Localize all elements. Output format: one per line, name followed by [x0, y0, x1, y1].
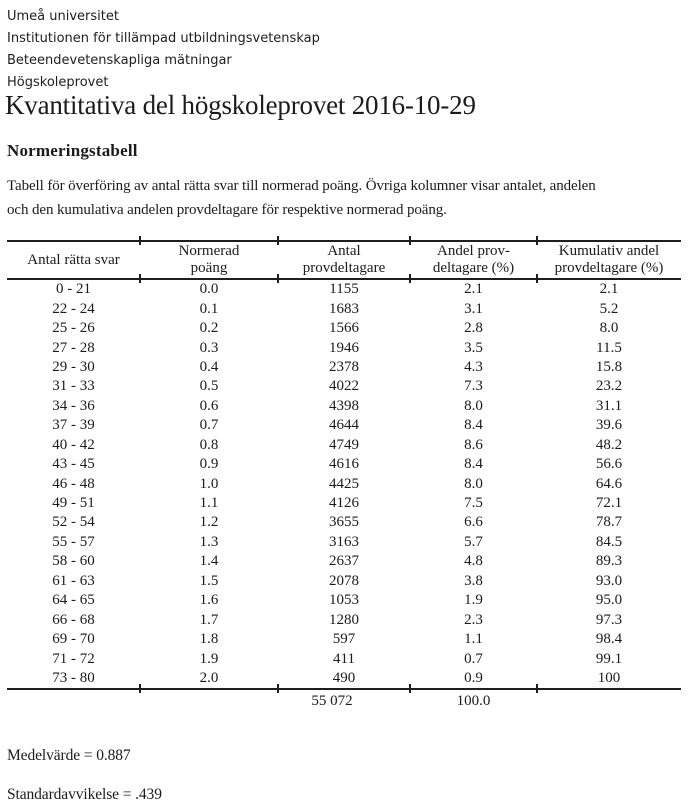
column-header-line: Kumulativ andel [558, 243, 660, 259]
table-cell: 0.7 [464, 650, 483, 667]
column-header-line: poäng [190, 260, 228, 276]
table-bottom-rule [7, 688, 681, 690]
mean-value: Medelvärde = 0.887 [7, 747, 131, 764]
table-cell: 39.6 [595, 417, 623, 434]
table-row [7, 533, 681, 552]
column-divider-tick [139, 684, 141, 693]
column-header-line: Antal rätta svar [27, 251, 120, 268]
table-cell: 1.4 [199, 553, 219, 570]
table-cell: 97.3 [595, 611, 623, 628]
table-cell: 1566 [329, 320, 359, 337]
table-cell: 4022 [329, 378, 359, 395]
table-row [7, 358, 681, 377]
normering-table [7, 240, 681, 715]
table-cell: 4.3 [464, 358, 483, 375]
table-row [7, 630, 681, 649]
table-cell: 4644 [329, 417, 359, 434]
table-cell: 69 - 70 [52, 631, 95, 648]
table-cell: 8.4 [464, 417, 483, 434]
letterhead-line-institution: Institutionen för tillämpad utbildningsvetenskap [7, 31, 320, 46]
table-row [7, 552, 681, 571]
table-cell: 15.8 [595, 358, 623, 375]
table-cell: 8.0 [464, 475, 483, 492]
table-cell: 0.6 [199, 397, 219, 414]
column-divider-tick [409, 236, 411, 245]
table-cell: 0.7 [199, 417, 219, 434]
table-cell: 1.2 [199, 514, 219, 531]
table-cell: 31 - 33 [52, 378, 95, 395]
table-cell: 1683 [329, 300, 359, 317]
table-cell: 98.4 [595, 631, 623, 648]
table-cell: 64 - 65 [52, 592, 95, 609]
table-cell: 4398 [329, 397, 359, 414]
table-cell: 1.0 [199, 475, 219, 492]
column-divider-tick [409, 274, 411, 283]
table-cell: 0.3 [199, 339, 219, 356]
intro-line-1: Tabell för överföring av antal rätta svar till normerad poäng. Övriga kolumner visar antalet, andelen [7, 178, 596, 194]
column-divider-tick [277, 236, 279, 245]
table-cell: 72.1 [595, 495, 623, 512]
column-header-line: Normerad [178, 243, 240, 259]
column-divider-tick [536, 236, 538, 245]
table-cell: 2.8 [464, 320, 483, 337]
table-cell: 0.8 [199, 436, 219, 453]
table-cell: 43 - 45 [52, 456, 95, 473]
table-row [7, 669, 681, 688]
table-cell: 99.1 [595, 650, 623, 667]
section-heading: Normeringstabell [7, 141, 138, 160]
table-row [7, 436, 681, 455]
table-header-row [7, 242, 681, 278]
table-cell: 8.0 [599, 320, 619, 337]
table-cell: 46 - 48 [52, 475, 95, 492]
table-cell: 5.2 [599, 300, 619, 317]
column-header [410, 242, 537, 278]
table-cell: 2.3 [464, 611, 483, 628]
table-cell: 52 - 54 [52, 514, 95, 531]
table-cell: 7.3 [464, 378, 483, 395]
table-cell: 37 - 39 [52, 417, 95, 434]
table-cell: 0.5 [199, 378, 219, 395]
table-cell: 23.2 [595, 378, 623, 395]
table-cell: 93.0 [595, 572, 623, 589]
table-cell: 1.8 [199, 631, 219, 648]
table-cell: 61 - 63 [52, 572, 95, 589]
table-row [7, 338, 681, 357]
table-cell: 1.9 [464, 592, 483, 609]
table-cell: 1946 [329, 339, 359, 356]
table-cell: 40 - 42 [52, 436, 95, 453]
table-cell: 3.1 [464, 300, 483, 317]
column-header-line: deltagare (%) [432, 260, 515, 276]
table-cell: 2378 [329, 358, 359, 375]
table-cell: 100 [597, 669, 621, 686]
table-cell: 66 - 68 [52, 611, 95, 628]
column-header [7, 242, 140, 278]
table-cell: 6.6 [464, 514, 483, 531]
table-row [7, 397, 681, 416]
table-cell: 71 - 72 [52, 650, 95, 667]
table-cell: 7.5 [464, 495, 483, 512]
table-cell: 2.0 [199, 669, 219, 686]
table-cell: 1053 [329, 592, 359, 609]
table-cell: 2.1 [599, 281, 619, 298]
table-cell: 4749 [329, 436, 359, 453]
table-cell: 27 - 28 [52, 339, 95, 356]
table-cell: 34 - 36 [52, 397, 95, 414]
table-cell: 95.0 [595, 592, 623, 609]
column-header-line: provdeltagare (%) [554, 260, 664, 276]
table-cell: 25 - 26 [52, 320, 95, 337]
table-cell: 31.1 [595, 397, 623, 414]
table-cell: 0.4 [199, 358, 219, 375]
table-cell: 4425 [329, 475, 359, 492]
table-cell: 490 [332, 669, 356, 686]
intro-paragraph [7, 174, 596, 222]
table-cell: 48.2 [595, 436, 623, 453]
table-cell: 11.5 [596, 339, 622, 356]
table-row [7, 513, 681, 532]
table-cell: 4126 [329, 495, 359, 512]
table-cell: 64.6 [595, 475, 623, 492]
table-cell: 55 - 57 [52, 533, 95, 550]
table-cell: 3.8 [464, 572, 483, 589]
table-body [7, 280, 681, 688]
totals-antal-provdeltagare: 55 072 [311, 693, 353, 709]
column-header-line: provdeltagare [302, 260, 386, 276]
table-cell: 1.1 [464, 631, 483, 648]
table-row [7, 610, 681, 629]
table-cell: 597 [332, 631, 356, 648]
table-row [7, 299, 681, 318]
intro-line-2: och den kumulativa andelen provdeltagare för respektive normerad poäng. [7, 202, 447, 218]
table-cell: 56.6 [595, 456, 623, 473]
column-header-line: Antal [327, 243, 361, 259]
table-cell: 78.7 [595, 514, 623, 531]
table-cell: 2.1 [464, 281, 483, 298]
letterhead-line-test: Högskoleprovet [7, 75, 109, 90]
table-cell: 29 - 30 [52, 358, 95, 375]
table-cell: 8.4 [464, 456, 483, 473]
letterhead-line-department: Beteendevetenskapliga mätningar [7, 53, 232, 68]
table-cell: 84.5 [595, 533, 623, 550]
column-divider-tick [409, 684, 411, 693]
column-divider-tick [277, 684, 279, 693]
table-cell: 4616 [329, 456, 359, 473]
table-cell: 0.9 [199, 456, 219, 473]
column-divider-tick [139, 236, 141, 245]
table-cell: 4.8 [464, 553, 483, 570]
table-row [7, 319, 681, 338]
table-cell: 5.7 [464, 533, 483, 550]
table-cell: 3.5 [464, 339, 483, 356]
table-cell: 1.5 [199, 572, 219, 589]
table-cell: 8.6 [464, 436, 483, 453]
table-cell: 8.0 [464, 397, 483, 414]
table-cell: 89.3 [595, 553, 623, 570]
table-cell: 1.9 [199, 650, 219, 667]
table-cell: 0.1 [199, 300, 219, 317]
totals-empty [140, 693, 278, 710]
table-row [7, 455, 681, 474]
table-cell: 3655 [329, 514, 359, 531]
page-title: Kvantitativa del högskoleprovet 2016-10-29 [5, 90, 476, 120]
column-divider-tick [536, 684, 538, 693]
table-cell: 0 - 21 [56, 281, 91, 298]
table-row [7, 416, 681, 435]
table-cell: 73 - 80 [52, 669, 95, 686]
table-row [7, 377, 681, 396]
letterhead [7, 6, 320, 94]
table-totals-row [7, 693, 681, 710]
table-cell: 2637 [329, 553, 359, 570]
column-divider-tick [277, 274, 279, 283]
table-row [7, 280, 681, 299]
stddev-value: Standardavvikelse = .439 [7, 786, 162, 803]
table-row [7, 572, 681, 591]
column-header-line: Andel prov- [437, 243, 510, 259]
totals-andel-provdeltagare: 100.0 [456, 693, 491, 709]
column-divider-tick [536, 274, 538, 283]
table-cell: 1155 [329, 281, 359, 298]
table-cell: 3163 [329, 533, 359, 550]
totals-empty [537, 693, 681, 710]
totals-empty [7, 693, 140, 710]
table-cell: 1280 [329, 611, 359, 628]
column-header [140, 242, 278, 278]
table-cell: 1.6 [199, 592, 219, 609]
column-divider-tick [139, 274, 141, 283]
table-cell: 0.9 [464, 669, 483, 686]
table-cell: 22 - 24 [52, 300, 95, 317]
table-cell: 411 [333, 650, 355, 667]
letterhead-line-university: Umeå universitet [7, 9, 119, 24]
table-cell: 58 - 60 [52, 553, 95, 570]
column-header [537, 242, 681, 278]
table-cell: 1.3 [199, 533, 219, 550]
table-cell: 1.7 [199, 611, 219, 628]
table-row [7, 591, 681, 610]
table-row [7, 474, 681, 493]
table-cell: 49 - 51 [52, 495, 95, 512]
table-row [7, 494, 681, 513]
table-cell: 0.0 [199, 281, 219, 298]
column-header [278, 242, 410, 278]
table-row [7, 649, 681, 668]
table-cell: 1.1 [199, 495, 219, 512]
table-cell: 0.2 [199, 320, 219, 337]
table-cell: 2078 [329, 572, 359, 589]
